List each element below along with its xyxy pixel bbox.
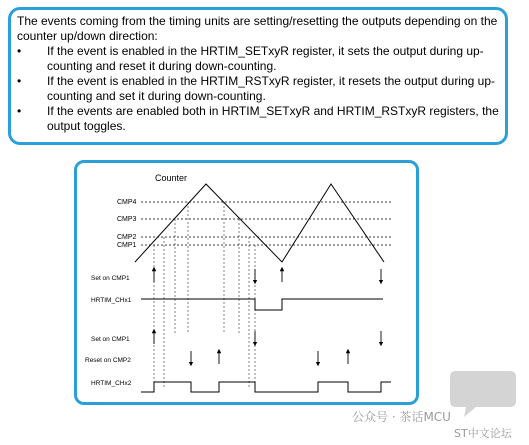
projection-lines bbox=[154, 202, 255, 387]
chx2-waveform bbox=[141, 382, 391, 392]
level-cmp2-label: CMP2 bbox=[117, 234, 137, 241]
bullet-both-registers: • If the events are enabled both in HRTIM_SETxyR and HRTIM_RSTxyR registers, the output toggles. bbox=[17, 104, 499, 134]
row-label-set-cmp1-b: Set on CMP1 bbox=[91, 336, 130, 343]
watermark-account: 公众号 · 茶话MCU bbox=[352, 410, 451, 424]
description-box bbox=[8, 7, 508, 145]
counter-waveform bbox=[135, 184, 384, 262]
level-cmp4-label: CMP4 bbox=[117, 199, 137, 206]
timing-diagram-frame bbox=[74, 160, 419, 405]
row-label-chx1: HRTIM_CHx1 bbox=[91, 297, 132, 304]
row-label-reset-cmp2: Reset on CMP2 bbox=[85, 357, 131, 364]
row-label-chx2: HRTIM_CHx2 bbox=[91, 380, 132, 387]
timing-diagram bbox=[77, 163, 416, 402]
watermark-forum: ST中文论坛 bbox=[454, 427, 512, 440]
counter-label: Counter bbox=[155, 173, 188, 183]
level-cmp3-label: CMP3 bbox=[117, 216, 137, 223]
bullet-set-register: • If the event is enabled in the HRTIM_SETxyR register, it sets the output during up-counting and reset it during down-counting. bbox=[17, 44, 499, 74]
bullet-reset-register: • If the event is enabled in the HRTIM_RSTxyR register, it resets the output during up-counting and set it during down-counting. bbox=[17, 74, 499, 104]
level-cmp1-label: CMP1 bbox=[117, 242, 137, 249]
level-lines bbox=[141, 202, 391, 245]
intro-text: The events coming from the timing units are setting/resetting the outputs depending on the counter up/down direction: bbox=[17, 14, 498, 43]
row-label-set-cmp1-a: Set on CMP1 bbox=[91, 275, 130, 282]
chat-bubble-icon bbox=[450, 367, 520, 419]
chx1-waveform bbox=[141, 299, 383, 310]
